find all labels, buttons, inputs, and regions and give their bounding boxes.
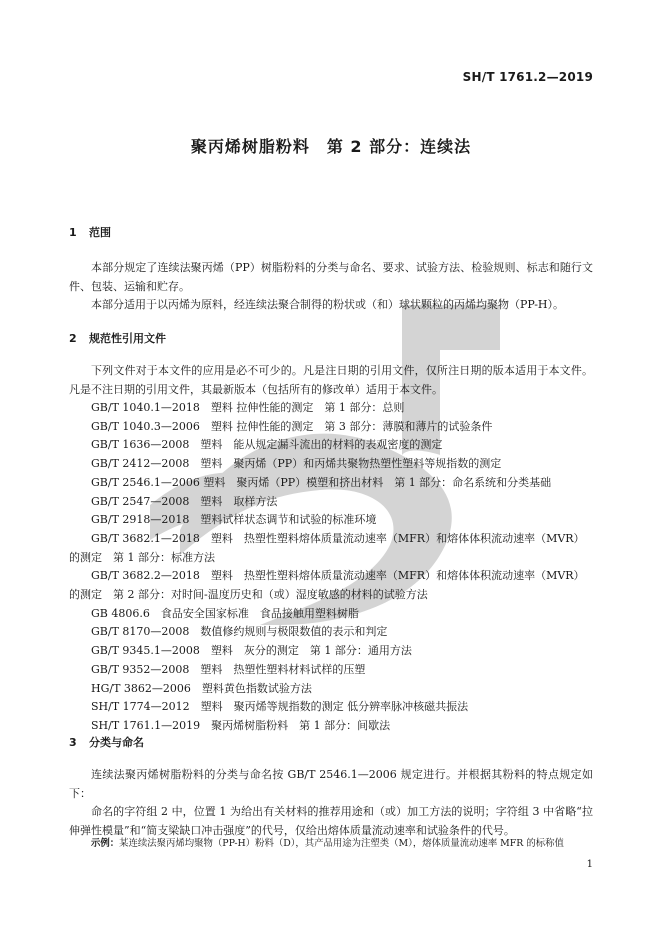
reference-item bbox=[69, 698, 593, 717]
reference-item bbox=[69, 680, 593, 699]
paragraph: 下列文件对于本文件的应用是必不可少的。凡是注日期的引用文件，仅所注日期的版本适用于本文件。凡是不注日期的引用文件，其最新版本（包括所有的修改单）适用于本文件。 bbox=[69, 364, 593, 396]
reference-item bbox=[69, 455, 593, 474]
reference-text: 的测定 第 1 部分：标准方法 bbox=[69, 550, 215, 564]
reference-text: GB/T 2546.1—2006 塑料 聚丙烯（PP）模塑和挤出材料 第 1 部分：命名系统和分类基础 bbox=[91, 475, 552, 489]
document-title: 聚丙烯树脂粉料 第 2 部分：连续法 bbox=[190, 137, 472, 156]
reference-item bbox=[69, 436, 593, 455]
reference-text: GB/T 1040.1—2018 塑料 拉伸性能的测定 第 1 部分：总则 bbox=[91, 401, 405, 414]
reference-item bbox=[69, 567, 593, 604]
section-title: 分类与命名 bbox=[89, 736, 144, 749]
paragraph: 本部分适用于以丙烯为原料，经连续法聚合制得的粉状或（和）球状颗粒的丙烯均聚物（PP-H）。 bbox=[91, 298, 565, 312]
paragraph: 连续法聚丙烯树脂粉料的分类与命名按 GB/T 2546.1—2006 规定进行。并根据其粉料的特点规定如下： bbox=[69, 768, 593, 800]
reference-item bbox=[69, 642, 593, 661]
reference-text: GB/T 9352—2008 塑料 热塑性塑料材料试样的压塑 bbox=[91, 662, 366, 676]
section-number: 3 bbox=[69, 736, 77, 749]
section-title: 规范性引用文件 bbox=[89, 332, 166, 345]
reference-list bbox=[69, 399, 593, 736]
section-heading-normative-references bbox=[69, 330, 166, 346]
section-heading-classification bbox=[69, 734, 144, 750]
reference-text: GB/T 9345.1—2008 塑料 灰分的测定 第 1 部分：通用方法 bbox=[91, 644, 412, 658]
reference-text: 的测定 第 2 部分：对时间-温度历史和（或）湿度敏感的材料的试验方法 bbox=[69, 588, 428, 602]
reference-text: GB/T 3682.1—2018 塑料 热塑性塑料熔体质量流动速率（MFR）和熔体体积流动速率（MVR） bbox=[91, 531, 585, 545]
reference-item bbox=[69, 623, 593, 642]
reference-text: GB/T 2918—2018 塑料试样状态调节和试验的标准环境 bbox=[91, 513, 377, 527]
scope-body bbox=[69, 259, 593, 315]
reference-text: GB/T 2412—2008 塑料 聚丙烯（PP）和丙烯共聚物热塑性塑料等规指数的测定 bbox=[91, 457, 502, 471]
reference-text: GB/T 1040.3—2006 塑料 拉伸性能的测定 第 3 部分：薄膜和薄片的试验条件 bbox=[91, 419, 493, 433]
example-note bbox=[91, 837, 593, 851]
reference-text: HG/T 3862—2006 塑料黄色指数试验方法 bbox=[91, 681, 312, 695]
reference-item bbox=[69, 399, 593, 418]
reference-text: GB/T 3682.2—2018 塑料 热塑性塑料熔体质量流动速率（MFR）和熔体体积流动速率（MVR） bbox=[91, 569, 585, 583]
reference-text: GB/T 2547—2008 塑料 取样方法 bbox=[91, 494, 278, 508]
paragraph: 本部分规定了连续法聚丙烯（PP）树脂粉料的分类与命名、要求、试验方法、检验规则、标志和随行文件、包装、运输和贮存。 bbox=[69, 261, 593, 293]
section-number: 1 bbox=[69, 226, 77, 239]
example-text: 某连续法聚丙烯均聚物（PP-H）粉料（D），其产品用途为注塑类（M），熔体质量流动速率 MFR 的标称值 bbox=[119, 838, 564, 849]
reference-item bbox=[69, 418, 593, 437]
reference-item bbox=[69, 511, 593, 530]
reference-item bbox=[69, 474, 593, 493]
reference-item bbox=[69, 717, 593, 736]
reference-item bbox=[69, 530, 593, 567]
reference-text: GB 4806.6 食品安全国家标准 食品接触用塑料树脂 bbox=[91, 606, 359, 620]
references-intro bbox=[69, 362, 593, 399]
section-title: 范围 bbox=[89, 226, 111, 239]
standard-code: SH/T 1761.2—2019 bbox=[462, 70, 593, 84]
example-label: 示例： bbox=[91, 838, 120, 849]
reference-item bbox=[69, 493, 593, 512]
classification-body bbox=[69, 766, 593, 841]
section-heading-scope bbox=[69, 224, 111, 240]
reference-item bbox=[69, 661, 593, 680]
section-number: 2 bbox=[69, 332, 77, 345]
reference-text: GB/T 1636—2008 塑料 能从规定漏斗流出的材料的表观密度的测定 bbox=[91, 438, 443, 452]
reference-text: SH/T 1761.1—2019 聚丙烯树脂粉料 第 1 部分：间歇法 bbox=[91, 718, 391, 732]
reference-text: SH/T 1774—2012 塑料 聚丙烯等规指数的测定 低分辨率脉冲核磁共振法 bbox=[91, 700, 469, 714]
reference-text: GB/T 8170—2008 数值修约规则与极限数值的表示和判定 bbox=[91, 625, 388, 639]
page-number: 1 bbox=[586, 859, 593, 870]
reference-item bbox=[69, 605, 593, 624]
paragraph: 命名的字符组 2 中，位置 1 为给出有关材料的推荐用途和（或）加工方法的说明；字符组 3 中省略“拉伸弹性模量”和“简支梁缺口冲击强度”的代号，仅给出熔体质量流动速率和试验条件的代号。 bbox=[69, 805, 593, 838]
